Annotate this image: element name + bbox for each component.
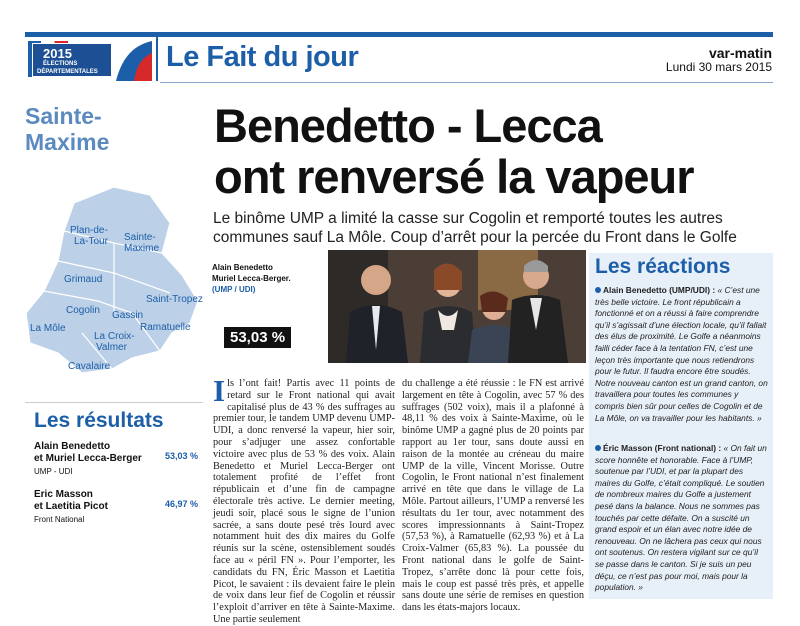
reaction-1 <box>595 285 769 424</box>
headline-line2: ont renversé la vapeur <box>214 150 694 203</box>
map-label: La Môle <box>30 323 66 334</box>
caption-line: Muriel Lecca-Berger. <box>212 274 291 283</box>
result-name: et Laetitia Picot <box>34 501 108 512</box>
logo-line2: DÉPARTEMENTALES <box>37 69 98 75</box>
logo-year: 2015 <box>43 46 72 61</box>
reaction-2 <box>595 443 769 594</box>
result-party: Front National <box>34 515 85 524</box>
standfirst: Le binôme UMP a limité la casse sur Cogolin et remporté toutes les autres communes sauf La Môle. Coup d’arrêt pour la percée du Front dans le Golfe <box>213 210 737 246</box>
map-label: Cavalaire <box>68 361 111 372</box>
result-party: UMP - UDI <box>34 467 73 476</box>
column-text: ls l’ont fait! Partis avec 11 points de retard sur le Front national qui avait capitalisé plus de 43 % des suffrages au premier tour, le tandem UMP devenu UMP-UDI, a donc renversé la vapeur, hier soir, pour s’adjuger une assez confortable victoire avec plus de 53 % des voix. Alain Benedetto et Muriel Lecca-Berger ont totalement profité de l’effet front républicain et d’une fin de campagne électorale très active. Le dernier meeting, jeudi soir, placé sous le signe de l’union sacrée, a sans doute pesé très lourd avec notamment huit des dix maires du Golfe réunis sur la scène, ostensiblement soudés face au « péril FN ». Pour l’emporter, les candidats du FN, Éric Masson et Laetitia Picot, le savaient : ils devaient faire le plein de voix dans leur fief de Cogolin et réussir l’exploit d’arriver en tête à Sainte-Maxime. Une partie seulement <box>213 378 395 625</box>
map-label: Ramatuelle <box>140 322 191 333</box>
map-label: Cogolin <box>66 305 100 316</box>
map-label: La Croix- <box>94 331 135 342</box>
results-title: Les résultats <box>34 409 164 432</box>
rubric-title: Le Fait du jour <box>166 41 359 73</box>
elections-logo <box>28 37 158 81</box>
result-value: 46,97 % <box>164 499 198 509</box>
result-row <box>34 441 198 476</box>
canton-map <box>22 183 202 378</box>
column-text: du challenge a été réussie : le FN est arrivé largement en tête à Cogolin, avec 57 % des suffrages (502 voix), mais il a plafonné à 48,11 % des voix à Sainte-Maxime, où le binôme UMP a gagné plus de 20 points par rapport au 1er tour, sans doute aussi en raison de la montée au créneau du maire UMP de la ville, Vincent Morisse. Outre Cogolin, le Front national n’est finalement arrivé en tête que dans le village de La Môle. Partout ailleurs, l’UMP a renversé les résultats du 1er tour, avec notamment des scores impressionnants à Saint-Tropez (57,53 %), à Ramatuelle (62,93 %) et à La Croix-Valmer (65,83 %). La poussée du Front national dans le golfe de Saint-Tropez, s’arrête donc là pour cette fois, mais le coup est passé très près, et appelle sans doute une série de remises en question dans les états-majors locaux. <box>402 378 584 614</box>
canton-name <box>25 103 109 155</box>
article-column-1 <box>213 373 395 626</box>
caption-line: Alain Benedetto <box>212 263 273 272</box>
reaction-speaker: Éric Masson (Front national) : <box>603 443 722 453</box>
map-label: Saint-Tropez <box>146 294 203 305</box>
result-name: Alain Benedetto <box>34 441 111 452</box>
logo-box <box>32 43 112 77</box>
dropcap: I <box>213 373 226 408</box>
reactions-box <box>589 253 773 599</box>
results-box <box>25 402 203 599</box>
result-name: et Muriel Lecca-Berger <box>34 453 142 464</box>
winners-photo <box>328 250 586 363</box>
photo-caption <box>212 262 322 295</box>
logo-line1: ÉLECTIONS <box>43 61 78 67</box>
map-label: Plan-de- <box>70 225 108 236</box>
canton-name-line1: Sainte- <box>25 103 102 129</box>
newspaper-name: var-matin <box>708 45 772 61</box>
map-label: La-Tour <box>74 236 108 247</box>
map-label: Sainte- <box>124 232 156 243</box>
reaction-quote: « C’est une très belle victoire. Le front républicain a fonctionné et on a réussi à faire comprendre qu’il s’agissait d’une élection locale, qu’il fallait des élus de proximité. Le Golfe a néanmoins failli céder face à la tentation FN, c’est une leçon très importante que nous retiendrons pour le futur. Il faudra encore être soudés. Notre nouveau canton est un grand canton, on travaillera pour toutes les communes y compris bien sûr pour celles de Cogolin et de La Môle, on va travailler pour les habitants. » <box>595 285 768 423</box>
result-name: Eric Masson <box>34 489 93 500</box>
bullet-icon <box>595 445 601 451</box>
score-badge: 53,03 % <box>224 327 291 348</box>
map-label: Grimaud <box>64 274 103 285</box>
bullet-icon <box>595 287 601 293</box>
result-row <box>34 489 198 524</box>
map-label: Gassin <box>112 310 144 321</box>
caption-party: (UMP / UDI) <box>212 285 256 294</box>
issue-date: Lundi 30 mars 2015 <box>665 60 772 74</box>
article-column-2 <box>402 378 584 614</box>
headline <box>214 100 774 202</box>
reaction-quote: « On fait un score honnête et honorable. Face à l’UMP, soutenue par l’UDI, et par la plupart des maires du Golfe, c’était compliqué. Le soutien de nombreux maires du Golfe a justement pesé dans la balance. Nous ne sommes pas touchés par cette défaite. On a suscité un grand espoir et un élan avec notre idée de renouveau. On ne lâchera pas ceux qui nous ont soutenus. On restera vigilant sur ce qu’il se passe dans le canton. Si je suis un peu déçu, ce n’est pas pour moi, mais pour la population. » <box>595 443 767 593</box>
map-label: Valmer <box>96 342 127 353</box>
reaction-speaker: Alain Benedetto (UMP/UDI) : <box>603 285 716 295</box>
headline-line1: Benedetto - Lecca <box>214 99 602 152</box>
reactions-title: Les réactions <box>595 255 731 278</box>
marianne-icon <box>114 37 154 81</box>
map-label: Maxime <box>124 243 160 254</box>
header-divider <box>160 82 773 83</box>
result-value: 53,03 % <box>164 451 198 461</box>
canton-name-line2: Maxime <box>25 129 110 155</box>
